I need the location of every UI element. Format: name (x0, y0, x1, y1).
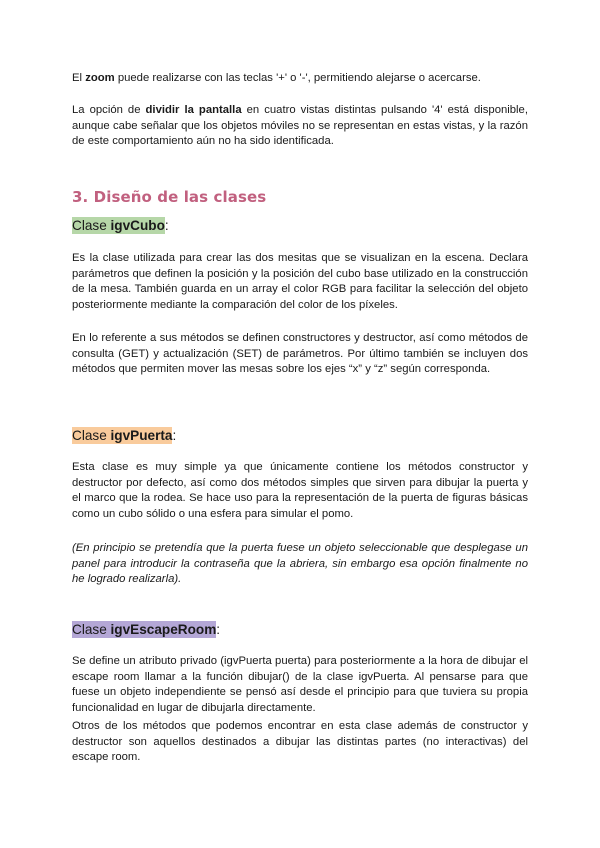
igvpuerta-paragraph: Esta clase es muy simple ya que únicamente contiene los métodos constructor y destructor por defecto, así como dos métodos simples que sirven para dibujar la puerta y el marco que la rodea. Se hace uso para la representación de la puerta de figuras básicas como un cubo sólido o una esfera para simular el pomo. (72, 461, 528, 520)
split-screen-paragraph (72, 103, 528, 150)
section-heading: 3. Diseño de las clases (72, 188, 267, 206)
class-heading-igvpuerta: Clase igvPuerta: (72, 428, 177, 443)
split-text-post: en cuatro vistas distintas pulsando '4' está disponible, aunque cabe señalar que los objetos móviles no se representan en estas vistas, y la razón de este comportamiento aún no ha sido identificada. (72, 104, 528, 148)
split-text-bold: dividir la pantalla (145, 104, 242, 116)
zoom-paragraph (72, 71, 528, 87)
igvescaperoom-paragraph-1: Se define un atributo privado (igvPuerta puerta) para posteriormente a la hora de dibujar el escape room llamar a la función dibujar() de la clase igvPuerta. Al pensarse para que fuese un objeto independiente se pensó así desde el principio para que tuviera su propia funcionalidad en lugar de dibujarla directamente. (72, 655, 528, 714)
zoom-text-pre: El (72, 72, 86, 84)
class-name-igvpuerta: igvPuerta (110, 428, 173, 443)
igvpuerta-note: (En principio se pretendía que la puerta fuese un objeto seleccionable que desplegase un panel para introducir la contraseña que la abriera, sin embargo esa opción finalmente no he logrado realizarla). (72, 542, 528, 586)
class-name-igvescaperoom: igvEscapeRoom (110, 622, 217, 637)
class-heading-highlight: Clase igvCubo (72, 218, 165, 233)
class-heading-highlight: Clase igvEscapeRoom (72, 622, 217, 637)
igvescaperoom-paragraph-2: Otros de los métodos que podemos encontrar en esta clase además de constructor y destructor son aquellos destinados a dibujar las distintas partes (no interactivas) del escape room. (72, 720, 528, 764)
igvcubo-paragraph-1: Es la clase utilizada para crear las dos mesitas que se visualizan en la escena. Declara parámetros que definen la posición y la posición del cubo base utilizado en la construcción de la mesa. También guarda en un array el color RGB para facilitar la selección del objeto posteriormente mediante la comparación del color de los píxeles. (72, 252, 528, 311)
class-heading-igvcubo: Clase igvCubo: (72, 218, 169, 233)
class-name-igvcubo: igvCubo (110, 218, 165, 233)
class-heading-igvescaperoom: Clase igvEscapeRoom: (72, 622, 221, 637)
zoom-text-post: puede realizarse con las teclas '+' o '-', permitiendo alejarse o acercarse. (114, 72, 481, 84)
class-heading-highlight: Clase igvPuerta (72, 428, 173, 443)
igvcubo-paragraph-2: En lo referente a sus métodos se definen constructores y destructor, así como métodos de consulta (GET) y actualización (SET) de parámetros. Por último también se incluyen dos métodos que permiten mover las mesas sobre los ejes “x” y “z” según corresponda. (72, 332, 528, 376)
zoom-text-bold: zoom (85, 72, 115, 84)
split-text-pre: La opción de (72, 104, 146, 116)
